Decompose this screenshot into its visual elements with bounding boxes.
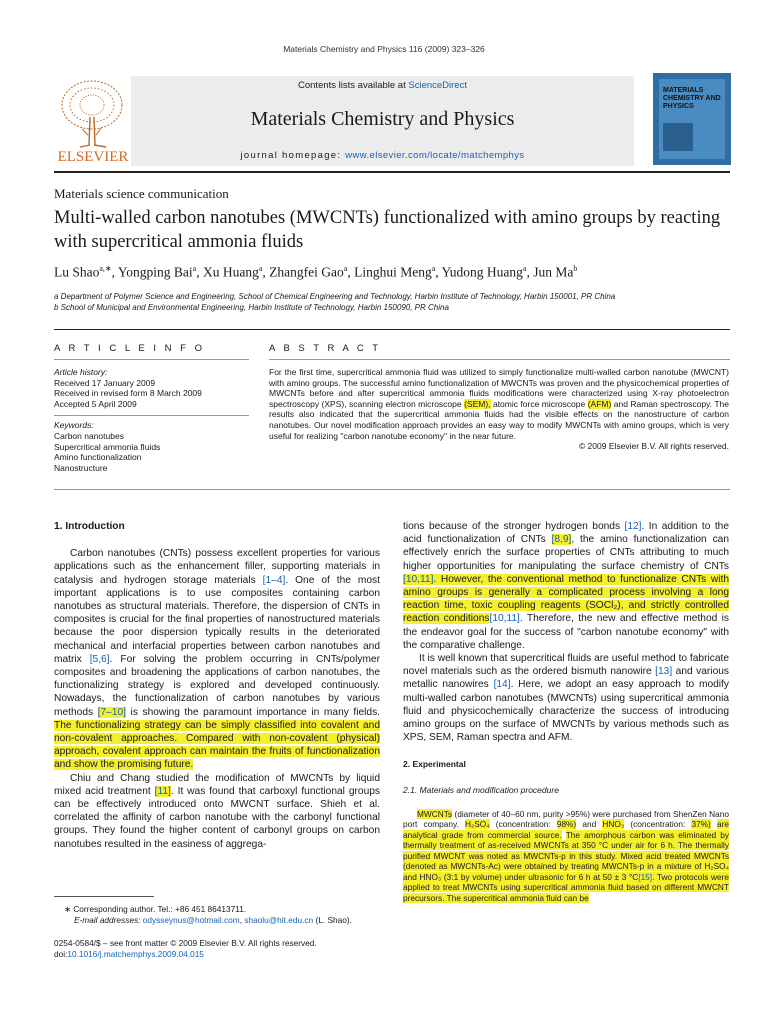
highlight: (SEM), (464, 398, 491, 409)
experimental-paragraph: MWCNTs (diameter of 40–60 nm, purity >95%) were purchased from ShenZen Nano port company. H₂SO₄ (concentration: 98%) and HNO₃ (concentration: 37%) are analytical grade from commercial source. The amorphous carbon was eliminated by thermally treatment of as-received MWCNTs at 350 °C under air for 6 h. The thermally purified MWCNT was noted as MWCNTs-p in this study. Mixed acid treated MWCNTs (denoted as MWCNTs-Ac) were obtained by treating MWCNTs-p in a mixture of H₂SO₄ and HNO₃ (3:1 by volume) under ultrasonic for 6 h at 50 ± 3 °C[15]. Two protocols were applied to treat MWCNTs using supercritical ammonia fluid based on different MWCNT precursors. The supercritical ammonia fluid can be (403, 808, 730, 903)
email-link[interactable]: odysseynus@hotmail.com (142, 915, 240, 925)
cover-title: MATERIALS CHEMISTRY AND PHYSICS (663, 87, 721, 110)
info-divider-left (54, 359, 249, 360)
left-column (54, 520, 380, 851)
highlight: The functionalizing strategy can be simply classified into covalent and non-covalent approaches. Compared with non-covalent (physical) approach, covalent approach can maintain the fruits of functionalization and show the promising future. (54, 719, 380, 771)
footnote-divider (54, 896, 154, 897)
highlight: . Two protocols were applied to treat MWCNTs using supercritical ammonia fluid based on different MWCNT precursors. The supercritical ammonia fluid can be (403, 871, 730, 903)
footnotes (64, 904, 384, 926)
header-divider (54, 171, 730, 173)
right-column (403, 520, 729, 903)
author: Yudong Huang (441, 264, 523, 280)
citation-link[interactable]: [11] (154, 785, 171, 797)
author-list: Lu Shao$^{a,∗}$, Yongping Bai$^a$, Xu Huang$^a$, Zhangfei Gao$^a$, Linghui Meng$^a$, Yudong Huang$^a$, Jun Ma$^b$ (54, 264, 578, 280)
citation-link[interactable]: [14] (493, 679, 511, 691)
highlight: MWCNTs (417, 808, 453, 819)
author: Yongping Bai (117, 264, 193, 280)
highlight: HNO₃ (602, 819, 625, 830)
intro-heading: 1. Introduction (54, 521, 125, 532)
experimental-heading: 2. Experimental (403, 759, 466, 770)
author: Linghui Meng (354, 264, 432, 280)
citation-link[interactable]: [5,6] (89, 653, 110, 665)
citation-link[interactable]: [12] (624, 521, 642, 532)
keywords-divider (54, 415, 249, 416)
keyword: Amino functionalization (54, 452, 142, 463)
citation-link[interactable]: [13] (655, 666, 673, 678)
abstract-divider (54, 489, 730, 490)
citation-link[interactable]: [10,11] (489, 613, 520, 625)
running-head: Materials Chemistry and Physics 116 (2009) 323–326 (283, 44, 485, 54)
abstract-heading: A B S T R A C T (269, 343, 382, 354)
corresponding-author-note: ∗ Corresponding author. Tel.: +86 451 86413711. (64, 904, 247, 914)
author: Xu Huang (202, 264, 259, 280)
sciencedirect-link[interactable]: ScienceDirect (408, 80, 467, 91)
accepted-date: Accepted 5 April 2009 (54, 398, 137, 409)
info-divider-right (269, 359, 730, 360)
contents-line: Contents lists available at ScienceDirect (298, 80, 467, 91)
highlight: are analytical grade from commercial source. (403, 819, 729, 840)
affiliation-a: a Department of Polymer Science and Engineering, School of Chemical Engineering and Technology, Harbin Institute of Technology, Harbin 150001, PR China (54, 292, 616, 301)
journal-cover-image (653, 73, 731, 165)
issn-block (54, 938, 384, 960)
info-divider (54, 329, 730, 330)
received-date: Received 17 January 2009 (54, 377, 156, 388)
keywords-label: Keywords: (54, 420, 94, 431)
email-link[interactable]: shaolu@hit.edu.cn (244, 915, 314, 925)
intro-paragraph-2: Chiu and Chang studied the modification of MWCNTs by liquid mixed acid treatment [11]. It was found that carboxyl functional groups can be effectively introduced onto MWCNT surface. Shieh et al. correlated the affinity of carbon nanotube with the carbonyl functional groups. They found the higher content of carbonyl groups on carbon nanotubes resulted in the easiness of aggrega- (54, 772, 381, 850)
article-info (54, 367, 249, 473)
subsection-heading: 2.1. Materials and modification procedure (403, 784, 559, 795)
keyword: Supercritical ammonia fluids (54, 441, 161, 452)
journal-title: Materials Chemistry and Physics (250, 108, 515, 130)
highlight: H₂SO₄ (465, 819, 490, 830)
right-paragraph-1: tions because of the stronger hydrogen bonds [12]. In addition to the acid functionalization of CNTs [8,9], the amino functionalization can effectively enrich the surface properties of CNTs attributing to much higher opportunities for manipulating the surface chemistry of CNTs [10,11]. However, the conventional method to functionalize CNTs with amino groups is generally a complicated process involving a long reaction time, toxic coupling reagents (SOCl₂), and strictly controlled reaction conditions[10,11]. Therefore, the new and effective method is the endeavor goal for the success of "carbon nanotube economy" with the comparative challenge. (403, 521, 729, 651)
intro-paragraph-1: Carbon nanotubes (CNTs) possess excellent properties for various applications such as the enhancement filler, supporting materials in catalysis and hydrogen storage materials [1–4]. One of the most important applications is to use composites containing carbon nanotubes as structural materials. Therefore, the dispersion of CNTs in composites is crucial for the final properties of nanostructured materials because the poor dispersion typically results in the deteriorated mechanical and interfacial properties between carbon nanotubes and matrix [5,6]. For solving the problem occurring in CNTs/polymer composites and broadening the applications of carbon nanotubes, the functionalizing strategy is explored and developed continuously. Nowadays, the functionalization of carbon nanotubes by various methods [7–10] is showing the paramount importance in many fields. The functionalizing strategy can be simply classified into covalent and non-covalent approaches. Compared with non-covalent (physical) approach, covalent approach can maintain the fruits of functionalization and show the promising future. (54, 548, 381, 771)
author: Lu Shao (54, 264, 100, 280)
citation-link[interactable]: [15] (638, 871, 653, 882)
citation-link[interactable]: [7–10] (97, 706, 126, 718)
affiliation-b: b School of Municipal and Environmental Engineering, Harbin Institute of Technology, Harbin 150090, PR China (54, 303, 449, 312)
doi-link[interactable]: 10.1016/j.matchemphys.2009.04.015 (67, 949, 204, 959)
highlight: . However, the conventional method to functionalize CNTs with amino groups is generally a complicated process involving a long reaction time, toxic coupling reagents (SOCl₂), and strictly controlled reaction conditions (403, 573, 729, 625)
highlight: 98%) (556, 819, 577, 830)
author: Zhangfei Gao (269, 264, 344, 280)
right-paragraph-2: It is well known that supercritical fluids are useful method to fabricate novel materials such as the ordered bismuth nanowire [13] and various metallic nanowires [14]. Here, we adopt an easy approach to modify multi-walled carbon nanotubes (MWCNTs) using supercritical ammonia fluid and physicochemically characterize the success of introducing amino groups on the surface of MWCNTs by various methods such as XPS, SEM, Raman spectra and AFM. (403, 653, 729, 744)
article-info-heading: A R T I C L E I N F O (54, 343, 205, 354)
history-label: Article history: (54, 367, 108, 377)
elsevier-logo (52, 73, 132, 167)
citation-link[interactable]: [1–4] (262, 574, 286, 586)
email-note: E-mail addresses: odysseynus@hotmail.com, shaolu@hit.edu.cn (L. Shao). (74, 915, 352, 925)
revised-date: Received in revised form 8 March 2009 (54, 388, 202, 399)
author: Jun Ma (533, 264, 574, 280)
keyword: Nanostructure (54, 462, 108, 473)
citation-link[interactable]: [10,11] (403, 573, 434, 585)
elsevier-wordmark: ELSEVIER (57, 149, 129, 165)
citation-link[interactable]: [8,9] (551, 534, 572, 546)
doi-line: doi:10.1016/j.matchemphys.2009.04.015 (54, 949, 204, 959)
copyright: © 2009 Elsevier B.V. All rights reserved. (578, 441, 729, 452)
highlight: The amorphous carbon was eliminated by thermally treatment of as-received MWCNTs at 350 °C under air for 6 h. The thermally purified MWCNT was noted as MWCNTs-p in this study. Mixed acid treated MWCNTs (denoted as MWCNTs-Ac) were obtained by treating MWCNTs-p in a mixture of H₂SO₄ and HNO₃ (3:1 by volume) under ultrasonic for 6 h at 50 ± 3 °C (403, 829, 729, 882)
journal-homepage: journal homepage: www.elsevier.com/locate/matchemphys (240, 150, 525, 161)
highlight: 37%) (691, 819, 711, 830)
highlight: (AFM) (587, 398, 612, 409)
keyword: Carbon nanotubes (54, 430, 124, 441)
article-section-label: Materials science communication (54, 186, 229, 201)
abstract-body: For the first time, supercritical ammonia fluid was utilized to simply functionalize multi-walled carbon nanotube (MWCNT) with amino groups. The successful amino functionalization of MWCNTs was proven and the physicochemical properties of MWCNTs before and after supercritical ammonia fluids modifications were characterized using X-ray photoelectron spectroscopy (XPS), scanning electron microscope (SEM), atomic force microscope (AFM) and Raman spectroscopy. The results also indicated that the supercritical ammonia fluids had the visible effects on the nanostructure of carbon nanotubes. Our novel modification approach provides an easy way to modify MWCNTs with amino groups, which is very useful for realizing "carbon nanotube economy" in the near future. © 2009 Elsevier B.V. All rights reserved. (269, 367, 729, 452)
article-title: Multi-walled carbon nanotubes (MWCNTs) functionalized with amino groups by reacting with supercritical ammonia fluids (54, 208, 721, 252)
homepage-link[interactable]: www.elsevier.com/locate/matchemphys (345, 150, 525, 161)
issn-line: 0254-0584/$ – see front matter © 2009 Elsevier B.V. All rights reserved. (54, 938, 317, 948)
